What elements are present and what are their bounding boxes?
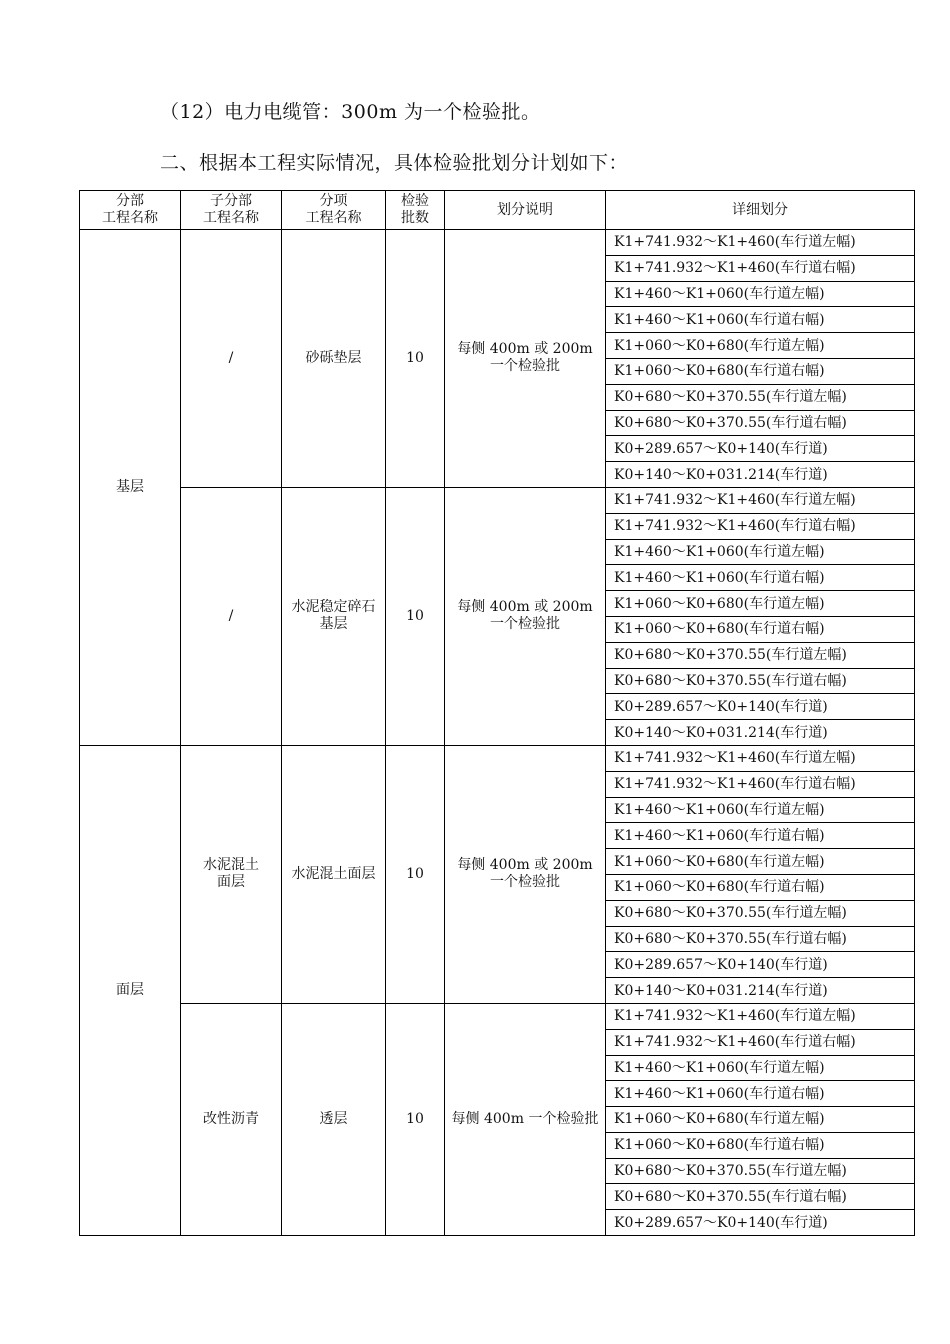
subdivision-cell: / xyxy=(181,487,282,745)
item-cell: 水泥稳定碎石基层 xyxy=(282,487,386,745)
lot-count-cell: 10 xyxy=(386,230,445,488)
detail-cell: K1+460～K1+060(车行道右幅) xyxy=(606,823,915,849)
detail-cell: K0+680～K0+370.55(车行道左幅) xyxy=(606,384,915,410)
detail-cell: K1+460～K1+060(车行道左幅) xyxy=(606,539,915,565)
subdivision-cell: 水泥混土面层 xyxy=(181,745,282,1003)
paragraph-plan-intro: 二、根据本工程实际情况，具体检验批划分计划如下： xyxy=(160,152,629,174)
item-cell: 透层 xyxy=(282,1003,386,1235)
division-note-cell: 每侧 400m 或 200m 一个检验批 xyxy=(445,230,606,488)
detail-cell: K0+680～K0+370.55(车行道左幅) xyxy=(606,900,915,926)
division-cell: 基层 xyxy=(80,230,181,746)
detail-cell: K0+140～K0+031.214(车行道) xyxy=(606,978,915,1004)
detail-cell: K0+680～K0+370.55(车行道左幅) xyxy=(606,642,915,668)
detail-cell: K1+060～K0+680(车行道左幅) xyxy=(606,591,915,617)
detail-cell: K1+460～K1+060(车行道右幅) xyxy=(606,1081,915,1107)
detail-cell: K1+460～K1+060(车行道左幅) xyxy=(606,281,915,307)
header-division-note: 划分说明 xyxy=(445,191,606,230)
header-lot-count: 检验 批数 xyxy=(386,191,445,230)
detail-cell: K1+741.932～K1+460(车行道左幅) xyxy=(606,745,915,771)
detail-cell: K0+680～K0+370.55(车行道右幅) xyxy=(606,668,915,694)
detail-cell: K1+460～K1+060(车行道左幅) xyxy=(606,797,915,823)
table-row xyxy=(80,487,915,513)
table-row xyxy=(80,1003,915,1029)
detail-cell: K1+460～K1+060(车行道右幅) xyxy=(606,307,915,333)
detail-cell: K1+741.932～K1+460(车行道左幅) xyxy=(606,1003,915,1029)
header-subdivision: 子分部 工程名称 xyxy=(181,191,282,230)
detail-cell: K0+289.657～K0+140(车行道) xyxy=(606,952,915,978)
table-row xyxy=(80,745,915,771)
header-division: 分部 工程名称 xyxy=(80,191,181,230)
detail-cell: K1+741.932～K1+460(车行道左幅) xyxy=(606,487,915,513)
subdivision-cell: 改性沥青 xyxy=(181,1003,282,1235)
detail-cell: K1+741.932～K1+460(车行道右幅) xyxy=(606,1029,915,1055)
table-header-row xyxy=(80,191,915,230)
header-detail: 详细划分 xyxy=(606,191,915,230)
lot-count-cell: 10 xyxy=(386,745,445,1003)
detail-cell: K1+060～K0+680(车行道左幅) xyxy=(606,333,915,359)
detail-cell: K0+680～K0+370.55(车行道左幅) xyxy=(606,1158,915,1184)
inspection-lot-table xyxy=(79,190,915,1236)
detail-cell: K1+060～K0+680(车行道右幅) xyxy=(606,616,915,642)
detail-cell: K1+060～K0+680(车行道右幅) xyxy=(606,358,915,384)
detail-cell: K1+460～K1+060(车行道右幅) xyxy=(606,565,915,591)
detail-cell: K1+460～K1+060(车行道左幅) xyxy=(606,1055,915,1081)
detail-cell: K1+060～K0+680(车行道左幅) xyxy=(606,1107,915,1133)
lot-count-cell: 10 xyxy=(386,487,445,745)
detail-cell: K1+741.932～K1+460(车行道左幅) xyxy=(606,230,915,256)
detail-cell: K0+680～K0+370.55(车行道右幅) xyxy=(606,410,915,436)
division-note-cell: 每侧 400m 或 200m 一个检验批 xyxy=(445,487,606,745)
division-note-cell: 每侧 400m 一个检验批 xyxy=(445,1003,606,1235)
header-item: 分项 工程名称 xyxy=(282,191,386,230)
lot-count-cell: 10 xyxy=(386,1003,445,1235)
detail-cell: K0+140～K0+031.214(车行道) xyxy=(606,720,915,746)
detail-cell: K0+680～K0+370.55(车行道右幅) xyxy=(606,1184,915,1210)
detail-cell: K0+140～K0+031.214(车行道) xyxy=(606,462,915,488)
subdivision-cell: / xyxy=(181,230,282,488)
paragraph-cable-conduit: （12）电力电缆管：300m 为一个检验批。 xyxy=(160,101,541,123)
item-cell: 水泥混土面层 xyxy=(282,745,386,1003)
table-row xyxy=(80,230,915,256)
detail-cell: K0+289.657～K0+140(车行道) xyxy=(606,694,915,720)
detail-cell: K1+741.932～K1+460(车行道右幅) xyxy=(606,255,915,281)
item-cell: 砂砾垫层 xyxy=(282,230,386,488)
division-cell: 面层 xyxy=(80,745,181,1235)
detail-cell: K0+680～K0+370.55(车行道右幅) xyxy=(606,926,915,952)
detail-cell: K1+741.932～K1+460(车行道右幅) xyxy=(606,513,915,539)
detail-cell: K1+060～K0+680(车行道左幅) xyxy=(606,849,915,875)
division-note-cell: 每侧 400m 或 200m 一个检验批 xyxy=(445,745,606,1003)
detail-cell: K1+060～K0+680(车行道右幅) xyxy=(606,1132,915,1158)
detail-cell: K0+289.657～K0+140(车行道) xyxy=(606,436,915,462)
detail-cell: K0+289.657～K0+140(车行道) xyxy=(606,1210,915,1236)
detail-cell: K1+060～K0+680(车行道右幅) xyxy=(606,874,915,900)
detail-cell: K1+741.932～K1+460(车行道右幅) xyxy=(606,771,915,797)
